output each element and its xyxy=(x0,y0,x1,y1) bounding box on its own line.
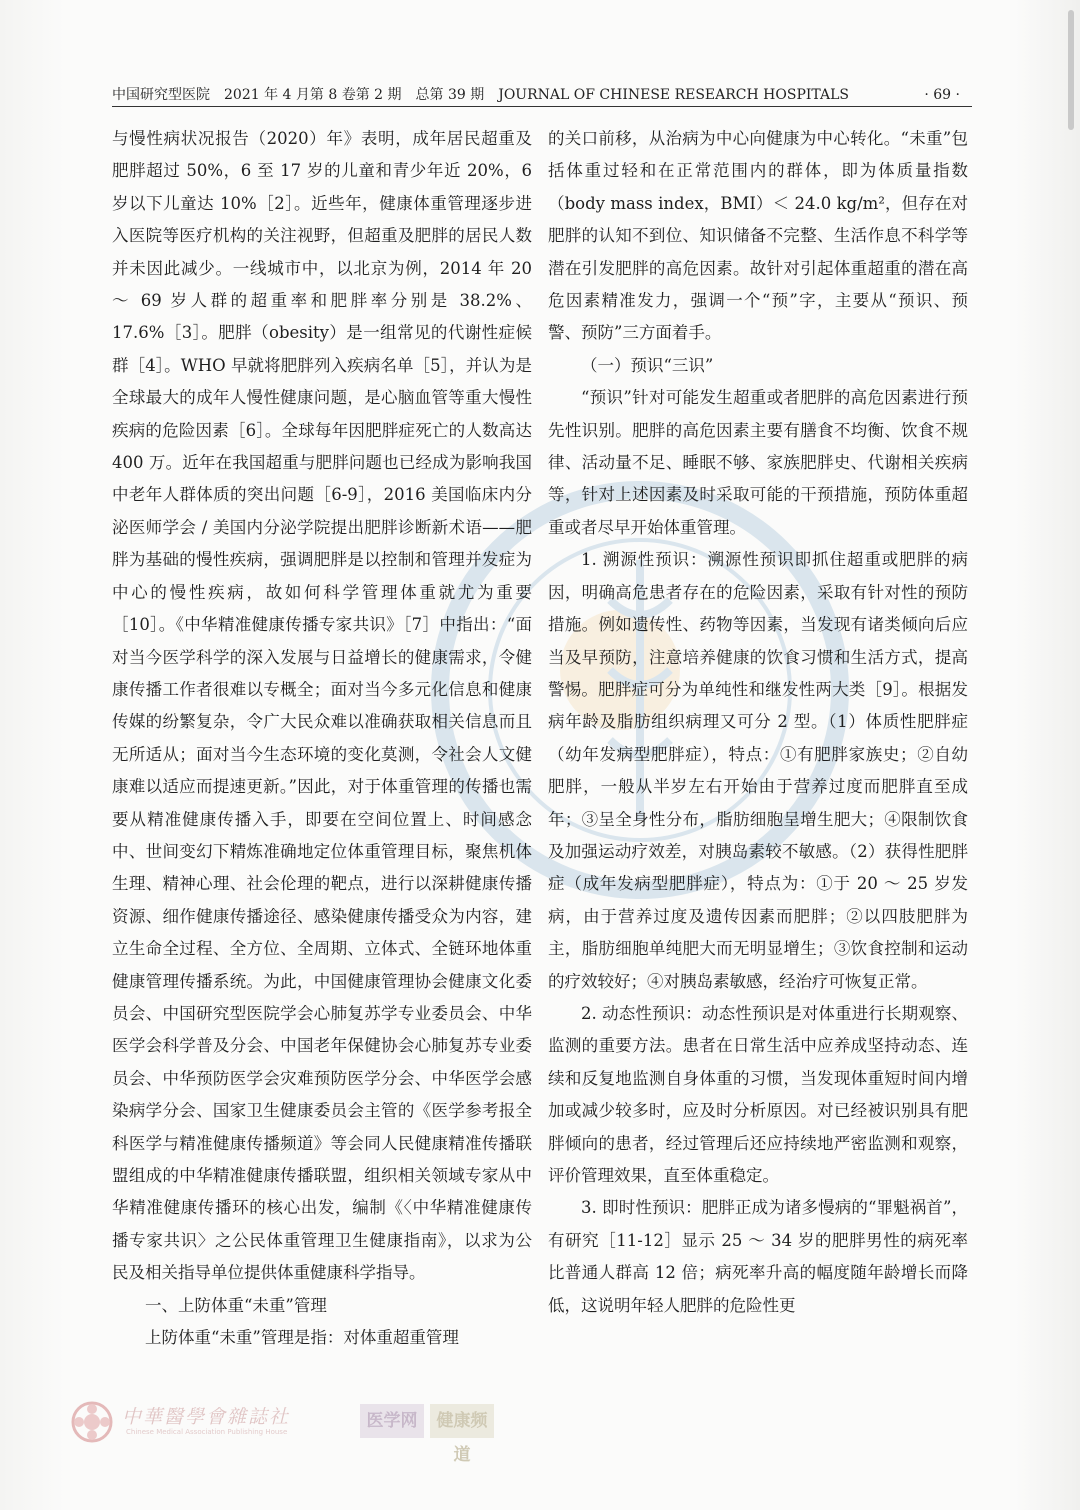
paragraph: 3. 即时性预识：肥胖正成为诸多慢病的“罪魁祸首”，有研究［11-12］显示 25 ～ 34 岁的肥胖男性的病死率比普通人群高 12 倍；病死率升高的幅度随年龄增长而降低，这说明年轻人肥胖的危险性更 xyxy=(548,1198,968,1315)
page-number: · 69 · xyxy=(924,87,960,103)
right-column xyxy=(548,123,968,1322)
paragraph: 1. 溯源性预识：溯源性预识即抓住超重或肥胖的病因，明确高危患者存在的危险因素，采取有针对性的预防措施。例如遗传性、药物等因素，当发现有诸类倾向后应当及早预防，注意培养健康的饮食习惯和生活方式，提高警惕。肥胖症可分为单纯性和继发性两大类［9］。根据发病年龄及脂肪组织病理又可分 2 型。（1）体质性肥胖症（幼年发病型肥胖症），特点：①有肥胖家族史；②自幼肥胖，一般从半岁左右开始由于营养过度而肥胖直至成年；③呈全身性分布，脂肪细胞呈增生肥大；④限制饮食及加强运动疗效差，对胰岛素较不敏感。（2）获得性肥胖症（成年发病型肥胖症），特点为：①于 20 ～ 25 岁发病，由于营养过度及遗传因素而肥胖；②以四肢肥胖为主，脂肪细胞单纯肥大而无明显增生；③饮食控制和运动的疗效较好；④对胰岛素敏感，经治疗可恢复正常。 xyxy=(548,550,968,991)
publisher-name: 中華醫學會雜誌社 xyxy=(122,1406,291,1428)
section-heading: 一、上防体重“未重”管理 xyxy=(145,1295,327,1315)
partner-logo-1: 医学网 xyxy=(360,1404,424,1438)
journal-citation: 中国研究型医院 2021 年 4 月第 8 卷第 2 期 总第 39 期 JOURNAL OF CHINESE RESEARCH HOSPITALS xyxy=(112,87,849,103)
paragraph: 上防体重“未重”管理是指：对体重超重管理 xyxy=(145,1328,459,1348)
section-heading: （一）预识“三识” xyxy=(581,355,714,375)
left-column xyxy=(112,123,532,1354)
paragraph: 与慢性病状况报告（2020）年》表明，成年居民超重及肥胖超过 50%，6 至 17 岁的儿童和青少年近 20%，6 岁以下儿童达 10%［2］。近些年，健康体重管理逐步进入医院等医疗机构的关注视野，但超重及肥胖的居民人数并未因此减少。一线城市中，以北京为例，2014 年 20 ～ 69 岁人群的超重率和肥胖率分别是 38.2%、17.6%［3］。肥胖（obesity）是一组常见的代谢性症候群［4］。WHO 早就将肥胖列入疾病名单［5］，并认为是全球最大的成年人慢性健康问题，是心脑血管等重大慢性疾病的危险因素［6］。全球每年因肥胖症死亡的人数高达 400 万。近年在我国超重与肥胖问题也已经成为影响我国中老年人群体质的突出问题［6-9］，2016 美国临床内分泌医师学会 / 美国内分泌学院提出肥胖诊断新术语——肥胖为基础的慢性疾病，强调肥胖是以控制和管理并发症为中心的慢性疾病，故如何科学管理体重就尤为重要［10］。《中华精准健康传播专家共识》［7］中指出：“面对当今医学科学的深入发展与日益增长的健康需求，令健康传播工作者很难以专概全；面对当今多元化信息和健康传媒的纷繁复杂，令广大民众难以准确获取相关信息而且无所适从；面对当今生态环境的变化莫测，令社会人文健康难以适应而提速更新。”因此，对于体重管理的传播也需要从精准健康传播入手，即要在空间位置上、时间感念中、世间变幻下精炼准确地定位体重管理目标，聚焦机体生理、精神心理、社会伦理的靶点，进行以深耕健康传播资源、细作健康传播途径、感染健康传播受众为内容，建立生命全过程、全方位、全周期、立体式、全链环地体重健康管理传播系统。为此，中国健康管理协会健康文化委员会、中国研究型医院学会心肺复苏学专业委员会、中华医学会科学普及分会、中国老年保健协会心肺复苏专业委员会、中华预防医学会灾难预防医学分会、中华医学会感染病学分会、国家卫生健康委员会主管的《医学参考报全科医学与精准健康传播频道》等会同人民健康精准传播联盟组成的中华精准健康传播联盟，组织相关领域专家从中华精准健康传播环的核心出发，编制《〈中华精准健康传播专家共识〉之公民体重管理卫生健康指南》，以求为公民及相关指导单位提供体重健康科学指导。 xyxy=(112,129,532,1283)
publisher-seal-icon xyxy=(70,1400,114,1444)
scrollbar[interactable] xyxy=(1068,10,1074,130)
partner-logo-2: 健康频道 xyxy=(430,1404,494,1438)
paragraph: 2. 动态性预识：动态性预识是对体重进行长期观察、监测的重要方法。患者在日常生活中应养成坚持动态、连续和反复地监测自身体重的习惯，当发现体重短时间内增加或减少较多时，应及时分析原因。对已经被识别具有肥胖倾向的患者，经过管理后还应持续地严密监测和观察，评价管理效果，直至体重稳定。 xyxy=(548,1003,968,1185)
paragraph: 的关口前移，从治病为中心向健康为中心转化。“未重”包括体重过轻和在正常范围内的群体，即为体质量指数（body mass index，BMI）＜ 24.0 kg/m²，但存在对肥胖的认知不到位、知识储备不完整、生活作息不科学等潜在引发肥胖的高危因素。故针对引起体重超重的潜在高危因素精准发力，强调一个“预”字，主要从“预识、预警、预防”三方面着手。 xyxy=(548,129,968,343)
paragraph: “预识”针对可能发生超重或者肥胖的高危因素进行预先性识别。肥胖的高危因素主要有膳食不均衡、饮食不规律、活动量不足、睡眠不够、家族肥胖史、代谢相关疾病等，针对上述因素及时采取可能的干预措施，预防体重超重或者尽早开始体重管理。 xyxy=(548,388,968,537)
publisher-footer xyxy=(70,1400,490,1465)
running-header xyxy=(112,84,972,107)
publisher-name-en: Chinese Medical Association Publishing House xyxy=(126,1428,288,1436)
